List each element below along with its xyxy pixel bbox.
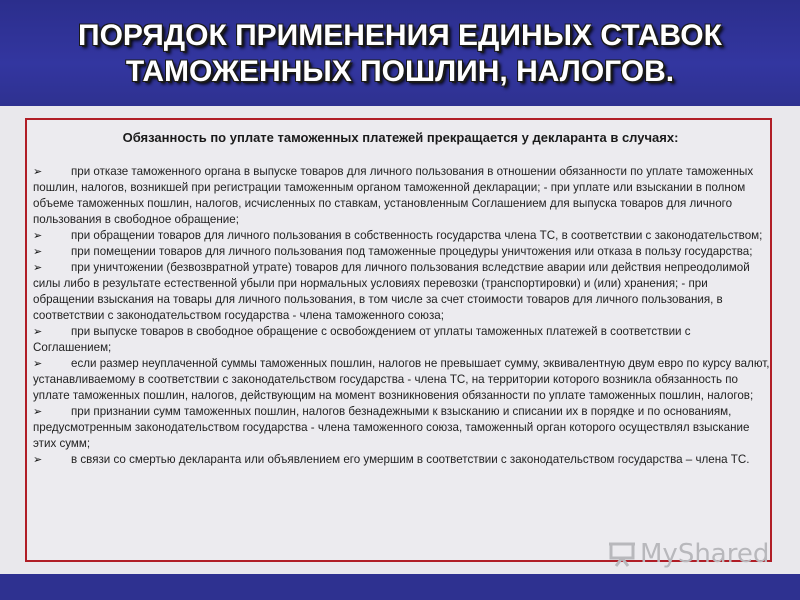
list-item-text: если размер неуплаченной суммы таможенных пошлин, налогов не превышает сумму, эквивалентную двум евро по курсу валют, устанавливаемому в соответствии с законодательством государства - члена ТС, на территории которого возникла обязанность по уплате таможенных пошлин, налогов, действующим на момент возникновения обязанности по уплате таможенных пошлин, налогов; xyxy=(33,357,770,402)
list-item-text: при обращении товаров для личного пользования в собственность государства члена ТС, в соответствии с законодательством; xyxy=(71,229,763,242)
content-heading: Обязанность по уплате таможенных платежей прекращается у декларанта в случаях: xyxy=(122,130,679,145)
content-frame xyxy=(25,118,772,562)
watermark xyxy=(608,534,778,574)
list-item-text: при уничтожении (безвозвратной утрате) товаров для личного пользования вследствие аварии или действия непреодолимой силы либо в результате естественной убыли при нормальных условиях перевозки (транспортировки) и (или) хранения; - при обращении взыскания на товары для личного пользования, в том числе за счет стоимости товаров для личного пользования, в соответствии с законодательством государства - члена таможенного союза; xyxy=(33,261,750,322)
arrow-bullet-icon: ➢ xyxy=(33,358,43,370)
list-item xyxy=(33,324,771,356)
bottom-band xyxy=(0,574,800,600)
arrow-bullet-icon: ➢ xyxy=(33,230,43,242)
content-area xyxy=(0,106,800,574)
list-item xyxy=(33,228,771,244)
title-line-1: ПОРЯДОК ПРИМЕНЕНИЯ ЕДИНЫХ СТАВОК xyxy=(78,19,722,52)
list-item xyxy=(33,452,771,468)
arrow-bullet-icon: ➢ xyxy=(33,166,43,178)
bullet-list xyxy=(33,164,771,468)
list-item xyxy=(33,356,771,404)
presentation-icon xyxy=(608,541,636,567)
slide-title xyxy=(0,18,800,90)
list-item-text: при признании сумм таможенных пошлин, налогов безнадежными к взысканию и списании их в порядке и по основаниям, предусмотренным законодательством государства - члена таможенного союза, таможенный орган которого осуществлял взыскание этих сумм; xyxy=(33,405,750,450)
list-item xyxy=(33,244,771,260)
list-item xyxy=(33,260,771,324)
watermark-text: MyShared xyxy=(640,539,770,569)
list-item xyxy=(33,404,771,452)
arrow-bullet-icon: ➢ xyxy=(33,406,43,418)
arrow-bullet-icon: ➢ xyxy=(33,262,43,274)
list-item-text: при отказе таможенного органа в выпуске товаров для личного пользования в отношении обязанности по уплате таможенных пошлин, налогов, возникшей при регистрации таможенным органом таможенной декларации; - при уплате или взыскании в полном объеме таможенных пошлин, налогов, исчисленных по ставкам, установленным Соглашением для выпуска товаров для личного пользования в свободное обращение; xyxy=(33,165,754,226)
list-item-text: при выпуске товаров в свободное обращение с освобождением от уплаты таможенных платежей в соответствии с Соглашением; xyxy=(33,325,691,354)
list-item xyxy=(33,164,771,228)
list-item-text: в связи со смертью декларанта или объявлением его умершим в соответствии с законодательством государства – члена ТС. xyxy=(71,453,750,466)
arrow-bullet-icon: ➢ xyxy=(33,326,43,338)
arrow-bullet-icon: ➢ xyxy=(33,454,43,466)
title-band xyxy=(0,0,800,106)
list-item-text: при помещении товаров для личного пользования под таможенные процедуры уничтожения или отказа в пользу государства; xyxy=(71,245,753,258)
title-line-2: ТАМОЖЕННЫХ ПОШЛИН, НАЛОГОВ. xyxy=(125,55,675,88)
arrow-bullet-icon: ➢ xyxy=(33,246,43,258)
